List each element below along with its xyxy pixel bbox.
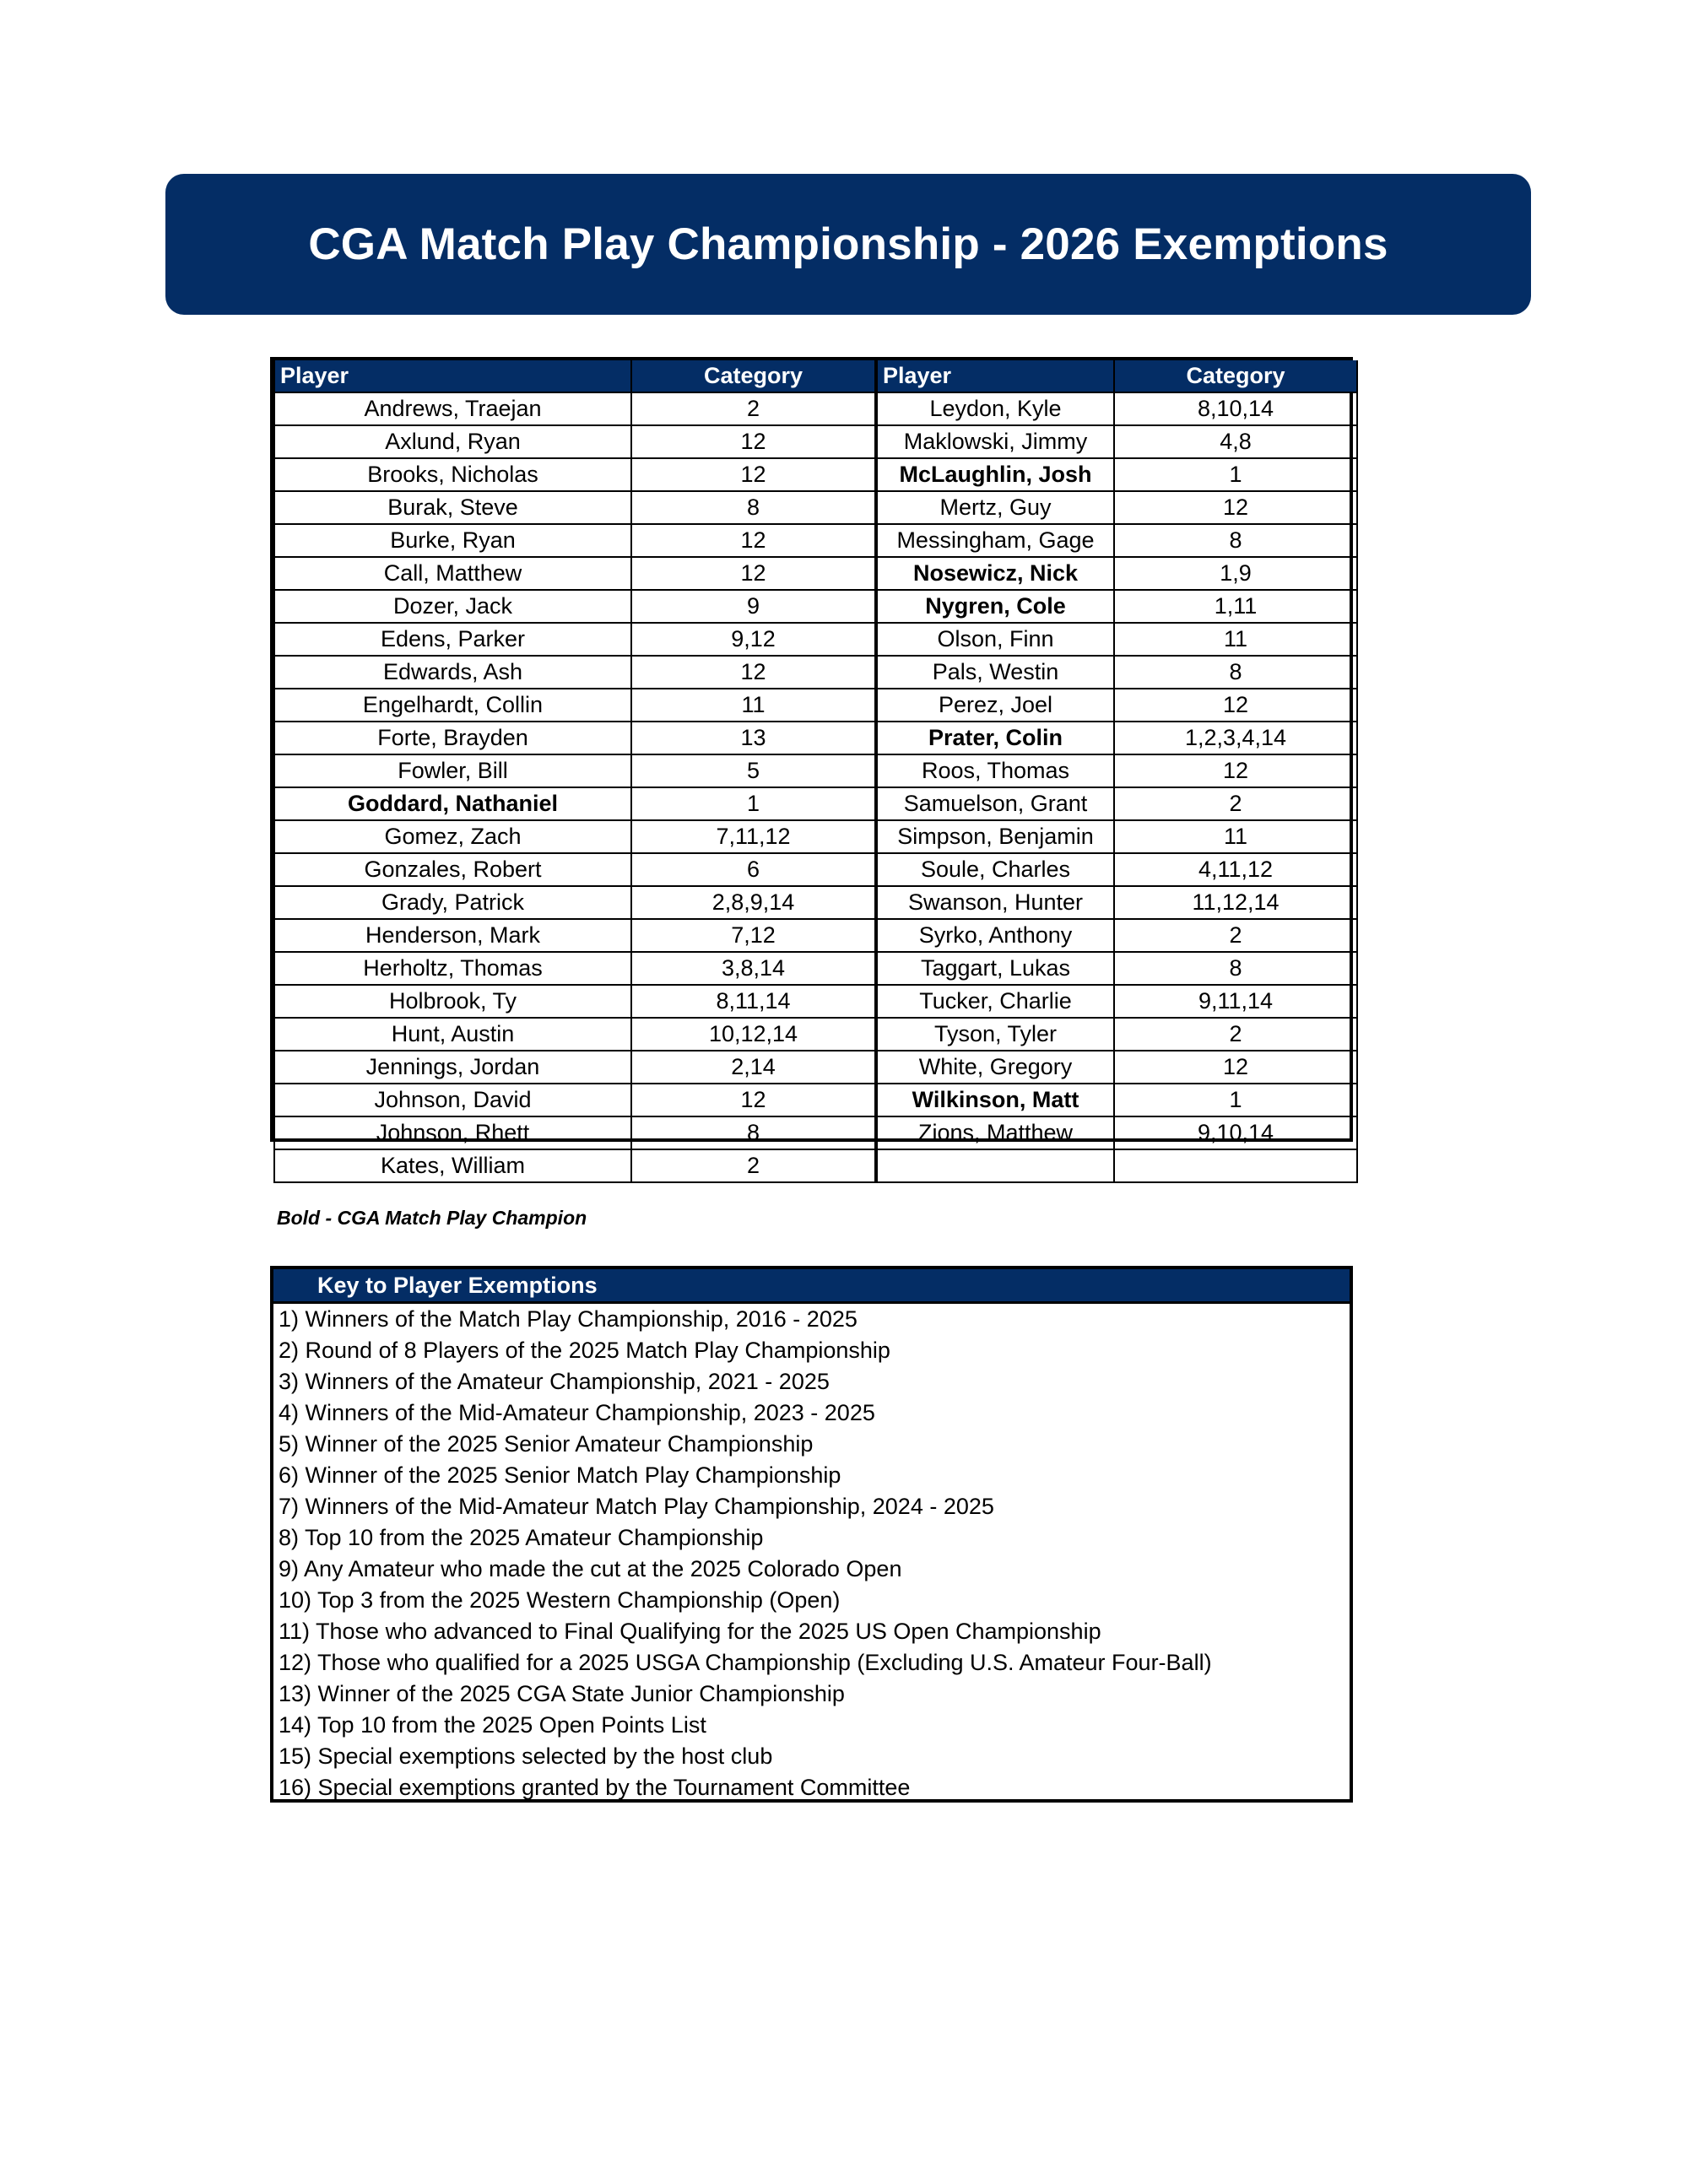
player-category: 12 xyxy=(1114,1051,1357,1084)
key-item: 10) Top 3 from the 2025 Western Championship (Open) xyxy=(279,1587,841,1613)
players-table-body xyxy=(274,392,1357,1182)
table-row xyxy=(274,919,1357,952)
player-category: 8 xyxy=(1114,656,1357,689)
player-category: 9,10,14 xyxy=(1114,1116,1357,1149)
player-category: 1 xyxy=(631,787,876,820)
player-name: Axlund, Ryan xyxy=(274,425,631,458)
table-row xyxy=(274,458,1357,491)
player-name: Dozer, Jack xyxy=(274,590,631,623)
player-category: 10,12,14 xyxy=(631,1018,876,1051)
player-name: Gonzales, Robert xyxy=(274,853,631,886)
player-name: Roos, Thomas xyxy=(876,754,1114,787)
player-name: Simpson, Benjamin xyxy=(876,820,1114,853)
table-row xyxy=(274,425,1357,458)
table-row xyxy=(274,820,1357,853)
player-name: Gomez, Zach xyxy=(274,820,631,853)
key-list xyxy=(273,1304,1350,1803)
table-row xyxy=(274,623,1357,656)
table-row xyxy=(274,491,1357,524)
key-item: 13) Winner of the 2025 CGA State Junior Championship xyxy=(279,1681,845,1706)
player-name: Call, Matthew xyxy=(274,557,631,590)
table-row xyxy=(274,689,1357,722)
player-category: 2 xyxy=(1114,787,1357,820)
player-category: 8 xyxy=(631,491,876,524)
table-row xyxy=(274,952,1357,985)
player-category: 1,2,3,4,14 xyxy=(1114,722,1357,754)
table-row xyxy=(274,754,1357,787)
player-name: Holbrook, Ty xyxy=(274,985,631,1018)
player-category: 2,14 xyxy=(631,1051,876,1084)
player-category: 6 xyxy=(631,853,876,886)
player-name: Jennings, Jordan xyxy=(274,1051,631,1084)
player-category: 8,10,14 xyxy=(1114,392,1357,425)
player-name: Soule, Charles xyxy=(876,853,1114,886)
player-category: 1 xyxy=(1114,1084,1357,1116)
player-name: Edwards, Ash xyxy=(274,656,631,689)
player-category: 13 xyxy=(631,722,876,754)
player-category: 12 xyxy=(631,557,876,590)
player-name: Olson, Finn xyxy=(876,623,1114,656)
player-category: 8 xyxy=(631,1116,876,1149)
player-category: 11,12,14 xyxy=(1114,886,1357,919)
player-name: Tucker, Charlie xyxy=(876,985,1114,1018)
player-category: 7,11,12 xyxy=(631,820,876,853)
player-category: 9,12 xyxy=(631,623,876,656)
player-name: Messingham, Gage xyxy=(876,524,1114,557)
table-row xyxy=(274,853,1357,886)
player-category: 3,8,14 xyxy=(631,952,876,985)
table-row xyxy=(274,1018,1357,1051)
player-name: Brooks, Nicholas xyxy=(274,458,631,491)
player-name: Tyson, Tyler xyxy=(876,1018,1114,1051)
player-name: Mertz, Guy xyxy=(876,491,1114,524)
key-item: 1) Winners of the Match Play Championship, 2016 - 2025 xyxy=(279,1306,858,1332)
player-name: Engelhardt, Collin xyxy=(274,689,631,722)
exemptions-table xyxy=(270,357,1353,1178)
player-name: Henderson, Mark xyxy=(274,919,631,952)
player-name: Syrko, Anthony xyxy=(876,919,1114,952)
table-row xyxy=(274,1051,1357,1084)
key-item: 9) Any Amateur who made the cut at the 2025 Colorado Open xyxy=(279,1556,902,1581)
player-category: 12 xyxy=(631,1084,876,1116)
player-category: 12 xyxy=(1114,491,1357,524)
column-header-category: Category xyxy=(1114,360,1357,392)
key-item: 14) Top 10 from the 2025 Open Points List xyxy=(279,1712,706,1738)
player-category: 8 xyxy=(1114,524,1357,557)
player-name: Wilkinson, Matt xyxy=(876,1084,1114,1116)
player-name xyxy=(876,1149,1114,1182)
table-row xyxy=(274,1116,1357,1149)
key-item: 7) Winners of the Mid-Amateur Match Play Championship, 2024 - 2025 xyxy=(279,1494,994,1519)
player-category: 8,11,14 xyxy=(631,985,876,1018)
player-name: Nosewicz, Nick xyxy=(876,557,1114,590)
player-name: McLaughlin, Josh xyxy=(876,458,1114,491)
player-name: Taggart, Lukas xyxy=(876,952,1114,985)
key-title: Key to Player Exemptions xyxy=(273,1269,1350,1304)
table-row xyxy=(274,1084,1357,1116)
table-row xyxy=(274,787,1357,820)
player-category: 12 xyxy=(631,458,876,491)
table-row xyxy=(274,524,1357,557)
player-category: 12 xyxy=(1114,754,1357,787)
player-name: White, Gregory xyxy=(876,1051,1114,1084)
player-name: Zions, Matthew xyxy=(876,1116,1114,1149)
player-name: Herholtz, Thomas xyxy=(274,952,631,985)
column-header-player: Player xyxy=(274,360,631,392)
player-name: Burke, Ryan xyxy=(274,524,631,557)
player-category: 12 xyxy=(631,425,876,458)
player-name: Hunt, Austin xyxy=(274,1018,631,1051)
player-name: Swanson, Hunter xyxy=(876,886,1114,919)
player-name: Johnson, David xyxy=(274,1084,631,1116)
table-row xyxy=(274,886,1357,919)
table-header-row xyxy=(274,360,1357,392)
player-category: 11 xyxy=(631,689,876,722)
table-row xyxy=(274,722,1357,754)
player-name: Perez, Joel xyxy=(876,689,1114,722)
column-header-player: Player xyxy=(876,360,1114,392)
player-category: 4,11,12 xyxy=(1114,853,1357,886)
player-name: Edens, Parker xyxy=(274,623,631,656)
table-row xyxy=(274,590,1357,623)
player-category: 2 xyxy=(1114,1018,1357,1051)
player-name: Pals, Westin xyxy=(876,656,1114,689)
player-name: Fowler, Bill xyxy=(274,754,631,787)
player-category: 8 xyxy=(1114,952,1357,985)
player-category: 12 xyxy=(631,656,876,689)
player-category: 2 xyxy=(631,392,876,425)
player-name: Maklowski, Jimmy xyxy=(876,425,1114,458)
key-item: 11) Those who advanced to Final Qualifying for the 2025 US Open Championship xyxy=(279,1619,1101,1644)
player-category: 2 xyxy=(1114,919,1357,952)
player-name: Johnson, Rhett xyxy=(274,1116,631,1149)
player-name: Goddard, Nathaniel xyxy=(274,787,631,820)
player-name: Nygren, Cole xyxy=(876,590,1114,623)
player-name: Forte, Brayden xyxy=(274,722,631,754)
exemption-key xyxy=(270,1266,1353,1803)
key-item: 12) Those who qualified for a 2025 USGA Championship (Excluding U.S. Amateur Four-Ball) xyxy=(279,1650,1212,1675)
key-item: 16) Special exemptions granted by the Tournament Committee xyxy=(279,1775,911,1800)
table-row xyxy=(274,557,1357,590)
bold-legend-note: Bold - CGA Match Play Champion xyxy=(277,1207,587,1229)
table-row xyxy=(274,985,1357,1018)
player-name: Leydon, Kyle xyxy=(876,392,1114,425)
player-name: Prater, Colin xyxy=(876,722,1114,754)
key-item: 6) Winner of the 2025 Senior Match Play Championship xyxy=(279,1462,841,1488)
player-category: 9 xyxy=(631,590,876,623)
player-category: 7,12 xyxy=(631,919,876,952)
player-category: 1 xyxy=(1114,458,1357,491)
player-category: 9,11,14 xyxy=(1114,985,1357,1018)
table-row xyxy=(274,392,1357,425)
table-row xyxy=(274,656,1357,689)
player-name: Samuelson, Grant xyxy=(876,787,1114,820)
player-category: 1,11 xyxy=(1114,590,1357,623)
player-category: 12 xyxy=(631,524,876,557)
player-name: Andrews, Traejan xyxy=(274,392,631,425)
players-table xyxy=(273,360,1358,1183)
key-item: 4) Winners of the Mid-Amateur Championship, 2023 - 2025 xyxy=(279,1400,875,1425)
title-banner xyxy=(165,174,1531,315)
key-item: 5) Winner of the 2025 Senior Amateur Championship xyxy=(279,1431,814,1457)
column-header-category: Category xyxy=(631,360,876,392)
player-name: Burak, Steve xyxy=(274,491,631,524)
key-item: 2) Round of 8 Players of the 2025 Match Play Championship xyxy=(279,1338,890,1363)
key-item: 3) Winners of the Amateur Championship, 2021 - 2025 xyxy=(279,1369,830,1394)
player-name: Grady, Patrick xyxy=(274,886,631,919)
player-category: 11 xyxy=(1114,820,1357,853)
table-row xyxy=(274,1149,1357,1182)
key-item: 15) Special exemptions selected by the host club xyxy=(279,1743,773,1769)
page-title: CGA Match Play Championship - 2026 Exemptions xyxy=(308,219,1388,269)
key-item: 8) Top 10 from the 2025 Amateur Championship xyxy=(279,1525,764,1550)
player-category: 11 xyxy=(1114,623,1357,656)
player-category: 4,8 xyxy=(1114,425,1357,458)
player-category: 1,9 xyxy=(1114,557,1357,590)
player-category: 2,8,9,14 xyxy=(631,886,876,919)
player-name: Kates, William xyxy=(274,1149,631,1182)
player-category: 5 xyxy=(631,754,876,787)
player-category xyxy=(1114,1149,1357,1182)
player-category: 2 xyxy=(631,1149,876,1182)
player-category: 12 xyxy=(1114,689,1357,722)
